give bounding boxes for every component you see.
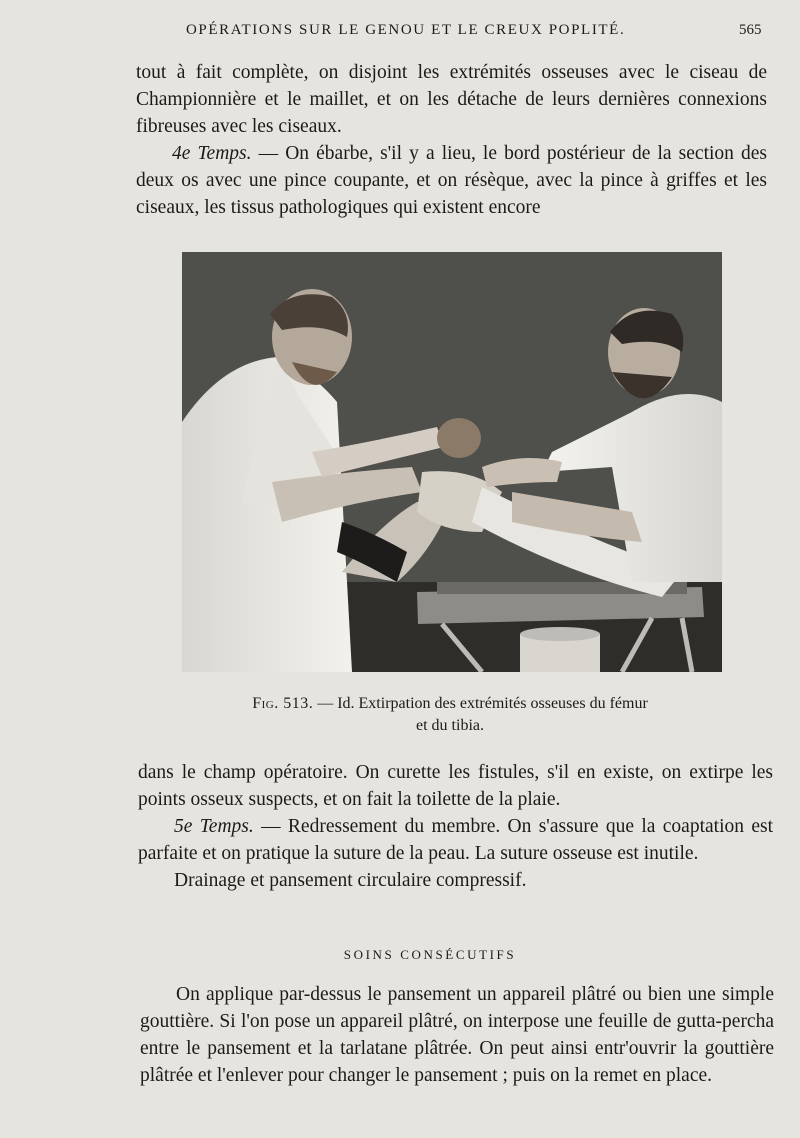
surgery-photograph xyxy=(182,252,722,672)
step-text: — On ébarbe, s'il y a lieu, le bord postérieur de la section des deux os avec une pince coupante, et on résèque, avec la pince à griffes et les ciseaux, les tissus pathologiques qui existent encore xyxy=(136,143,767,218)
section-heading: SOINS CONSÉCUTIFS xyxy=(343,947,517,962)
surgery-photograph-image xyxy=(182,252,722,672)
page-number: 565 xyxy=(739,22,762,38)
step-label: 5e Temps. xyxy=(174,816,254,837)
running-title: OPÉRATIONS SUR LE GENOU ET LE CREUX POPLITÉ. xyxy=(186,22,626,38)
step-text: — Redressement du membre. On s'assure que la coaptation est parfaite et on pratique la suture de la peau. La suture osseuse est inutile. xyxy=(138,816,773,864)
caption-line-1 xyxy=(210,693,690,715)
text-block-top xyxy=(136,59,767,221)
paragraph-step-4 xyxy=(136,140,767,221)
paragraph: tout à fait complète, on disjoint les extrémités osseuses avec le ciseau de Championnière et le maillet, et on les détache de leurs dernières connexions fibreuses avec les ciseaux. xyxy=(136,62,767,137)
paragraph: On applique par-dessus le pansement un appareil plâtré ou bien une simple gouttière. Si l'on pose un appareil plâtré, on interpose une feuille de gutta-percha entre le pansement et la tarlatane plâtrée. On peut ainsi entr'ouvrir la gouttière plâtrée et l'enlever pour changer le pansement ; puis on la remet en place. xyxy=(140,984,774,1086)
figure-caption xyxy=(210,693,690,737)
caption-line-2: et du tibia. xyxy=(416,717,484,734)
paragraph-step-5 xyxy=(138,813,773,867)
paragraph: Drainage et pansement circulaire compressif. xyxy=(174,870,527,891)
figure-label: Fig. 513. xyxy=(252,695,314,712)
paragraph: dans le champ opératoire. On curette les fistules, s'il en existe, on extirpe les points osseux suspects, et on fait la toilette de la plaie. xyxy=(138,762,773,810)
caption-text: — Id. Extirpation des extrémités osseuses du fémur xyxy=(313,695,648,712)
text-block-bottom xyxy=(140,981,774,1089)
step-label: 4e Temps. xyxy=(172,143,252,164)
text-block-middle xyxy=(138,759,773,894)
